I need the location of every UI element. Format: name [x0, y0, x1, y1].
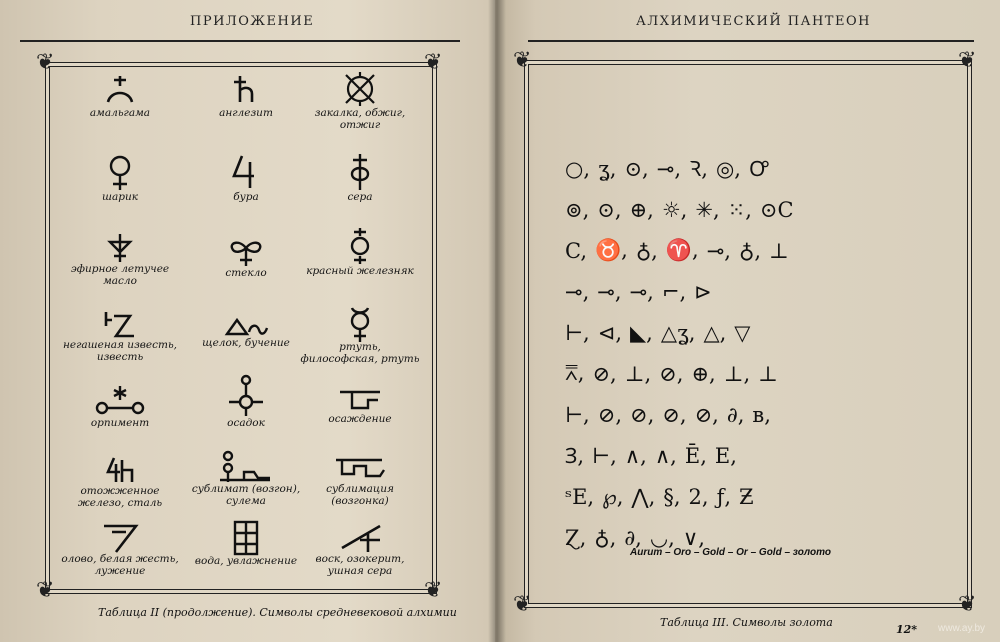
gold-symbol: ℘,: [602, 484, 624, 509]
gold-symbol: ⊸,: [565, 279, 590, 304]
gold-symbol-row: [565, 271, 915, 312]
symbol-label: осадок: [227, 417, 265, 429]
gold-symbol: ♉,: [595, 238, 628, 262]
precipitate-symbol-icon: [223, 374, 269, 418]
symbol-label: воск, озокерит, ушная сера: [315, 553, 405, 577]
gold-symbol: ⌐,: [661, 279, 687, 304]
gold-symbol: ⊸,: [629, 279, 654, 304]
sublimate-symbol-icon: [216, 450, 276, 484]
symbol-label: негашеная известь, известь: [62, 339, 178, 363]
mercury-symbol-icon: [340, 306, 380, 342]
borax-symbol-icon: [226, 152, 266, 192]
gold-symbol: ⋀,: [631, 484, 656, 509]
gold-symbol-row: [565, 353, 915, 394]
gold-symbol: ⊘,: [662, 402, 687, 427]
gold-symbol: ∂,: [624, 525, 642, 550]
symbol-label: сера: [347, 191, 373, 203]
gold-symbol: ♈,: [665, 238, 699, 262]
sulfur-symbol-icon: [340, 152, 380, 192]
gold-symbol: ⊕,: [629, 197, 654, 222]
lye-symbol-icon: [223, 314, 269, 338]
symbol-label: сублимация (возгонка): [326, 483, 394, 507]
gold-symbol-row: [565, 394, 915, 435]
gold-symbols-grid: [565, 148, 915, 558]
symbol-cell: [300, 70, 420, 131]
symbol-label: эфирное летучее масло: [70, 263, 170, 287]
gold-symbol: ʓ,: [598, 156, 617, 181]
gold-symbol-row: [565, 312, 915, 353]
gold-symbol: ⊳: [694, 279, 712, 304]
symbol-cell: [186, 232, 306, 280]
gold-symbol: ⊙,: [624, 156, 649, 181]
symbol-cell: [300, 226, 420, 278]
gold-symbol: ∨,: [682, 525, 705, 550]
symbol-cell: [60, 384, 180, 430]
symbol-label: стекло: [225, 267, 267, 279]
glass-symbol-icon: [224, 232, 268, 268]
symbol-label: бура: [233, 191, 259, 203]
book-gutter: [488, 0, 506, 642]
gold-symbol: ⊥: [758, 361, 778, 386]
symbol-cell: [186, 72, 306, 120]
wax-symbol-icon: [336, 522, 384, 554]
gold-symbol: △ʓ,: [660, 320, 696, 345]
symbol-cell: [60, 152, 180, 204]
gold-symbol: ⊘,: [694, 402, 719, 427]
gold-symbol: Ɀ,: [565, 525, 587, 550]
right-running-head: АЛХИМИЧЕСКИЙ ПАНТЕОН: [636, 14, 871, 29]
symbol-cell: [186, 520, 306, 568]
symbol-label: олово, белая жесть, лужение: [61, 553, 179, 577]
symbol-cell: [60, 520, 180, 577]
symbol-label: амальгама: [89, 107, 151, 119]
gold-symbol: ♁,: [738, 238, 761, 263]
anglesite-symbol-icon: [226, 72, 266, 108]
symbol-label: щелок, бучение: [202, 337, 290, 349]
gold-symbol: 2,: [688, 484, 709, 509]
symbol-cell: [186, 374, 306, 430]
gold-symbol: ⊢,: [592, 443, 617, 468]
symbol-label: англезит: [219, 107, 273, 119]
right-header-rule: [528, 40, 974, 42]
ornament-corner-icon: ❦: [958, 48, 977, 73]
gold-symbol: ○,: [565, 156, 590, 181]
water-symbol-icon: [231, 520, 261, 556]
precipitation-symbol-icon: [336, 388, 384, 414]
gold-symbol: ⊙,: [597, 197, 622, 222]
gold-names-line: Aurum – Oro – Gold – Or – Gold – золото: [630, 547, 831, 558]
symbol-cell: [186, 314, 306, 350]
gold-symbol: ☼,: [661, 197, 688, 222]
orpiment-symbol-icon: [94, 384, 146, 418]
gold-symbol: ⊢,: [565, 320, 590, 345]
symbol-cell: [60, 310, 180, 363]
gold-symbol: ƒ,: [716, 484, 732, 509]
right-table-caption: Таблица III. Символы золота: [660, 616, 833, 629]
symbol-label: ртуть, философская, ртуть: [300, 341, 420, 365]
symbol-cell: [300, 388, 420, 426]
left-running-head: ПРИЛОЖЕНИЕ: [190, 14, 315, 29]
symbol-label: вода, увлажнение: [194, 555, 298, 567]
gold-symbol: ∂,: [726, 402, 745, 427]
symbol-label: шарик: [102, 191, 138, 203]
left-header-rule: [20, 40, 460, 42]
gold-symbol: ◣,: [630, 320, 653, 345]
symbol-cell: [186, 450, 306, 507]
gold-symbol-row: [565, 189, 915, 230]
ornament-corner-icon: ❦: [36, 578, 55, 603]
hematite-symbol-icon: [340, 226, 380, 266]
gold-symbol: △,: [703, 320, 727, 345]
gold-symbol: Ꝍ: [748, 156, 769, 181]
gold-symbol: ⩞,: [565, 361, 585, 385]
gold-symbol: Ɜ,: [565, 443, 585, 468]
symbol-cell: [300, 306, 420, 365]
gold-symbol: ⊕,: [691, 361, 716, 386]
ornament-corner-icon: ❦: [513, 48, 532, 73]
gold-symbol: C,: [565, 238, 587, 263]
gold-symbol: E,: [714, 443, 737, 468]
gold-symbol: ▽: [734, 320, 751, 345]
gold-symbol: ⊥,: [624, 361, 652, 386]
gold-symbol: ♁,: [594, 525, 617, 550]
quicklime-symbol-icon: [98, 310, 142, 340]
symbol-cell: [60, 456, 180, 509]
ornament-corner-icon: ❦: [513, 592, 532, 617]
left-table-caption: Таблица II (продолжение). Символы средневековой алхимии: [98, 606, 457, 619]
watermark: www.ay.by: [938, 623, 986, 634]
gold-symbol: ∧,: [654, 443, 677, 468]
gold-symbol: ◎,: [715, 156, 741, 181]
gold-symbol: ◡,: [649, 525, 675, 550]
gold-symbol-row: [565, 476, 915, 517]
gold-symbol: ⁙,: [727, 197, 752, 222]
symbol-cell: [300, 152, 420, 204]
symbol-cell: [60, 232, 180, 287]
symbol-cell: [186, 152, 306, 204]
ornament-corner-icon: ❦: [36, 50, 55, 75]
ethereal-oil-symbol-icon: [100, 232, 140, 264]
symbol-cell: [60, 72, 180, 120]
gold-symbol: ⊸,: [706, 238, 731, 263]
gold-symbol: ⊚,: [565, 197, 590, 222]
sublimation-symbol-icon: [332, 456, 388, 484]
gold-symbol: ⊘,: [597, 402, 623, 427]
symbol-cell: [300, 522, 420, 577]
ornament-corner-icon: ❦: [958, 592, 977, 617]
gold-symbol: Ꝛ,: [689, 156, 708, 181]
gold-symbol: ✳,: [695, 197, 720, 222]
gold-symbol: ⊸,: [656, 156, 681, 181]
symbol-label: закалка, обжиг, отжиг: [314, 107, 406, 131]
globule-symbol-icon: [100, 152, 140, 192]
gold-symbol-row: [565, 435, 915, 476]
gold-symbol: ⊘,: [630, 402, 655, 427]
gold-symbol: в,: [752, 402, 771, 427]
amalgam-symbol-icon: [100, 72, 140, 108]
gold-symbol-row: [565, 148, 915, 189]
ornament-corner-icon: ❦: [424, 578, 443, 603]
page-number: 12*: [896, 623, 918, 636]
gold-symbol: ˢE,: [565, 484, 595, 509]
symbol-cell: [300, 456, 420, 507]
gold-symbol: ⊢,: [565, 402, 590, 427]
symbol-label: осаждение: [328, 413, 392, 425]
symbol-label: сублимат (возгон), сулема: [191, 483, 301, 507]
gold-symbol: Ē,: [684, 443, 707, 468]
gold-symbol: Ƶ: [739, 484, 754, 509]
gold-symbol: ♁,: [635, 238, 658, 263]
symbol-label: отожженное железо, сталь: [77, 485, 163, 509]
gold-symbol-row: [565, 230, 915, 271]
gold-symbol: ⊘,: [592, 361, 617, 386]
gold-symbol: ⊥: [769, 238, 789, 263]
tempering-symbol-icon: [340, 70, 380, 108]
symbol-label: красный железняк: [306, 265, 414, 277]
gold-symbol: ∧,: [624, 443, 647, 468]
steel-symbol-icon: [100, 456, 140, 486]
gold-symbol: ⊥,: [723, 361, 751, 386]
ornament-corner-icon: ❦: [424, 50, 443, 75]
gold-symbol: ⊙C: [759, 197, 794, 222]
gold-symbol: ⊘,: [659, 361, 684, 386]
gold-symbol: §,: [663, 484, 681, 509]
tin-symbol-icon: [98, 520, 142, 554]
gold-symbol: ⊸,: [597, 279, 622, 304]
symbol-label: орпимент: [90, 417, 150, 429]
gold-symbol: ⊲,: [597, 320, 623, 345]
